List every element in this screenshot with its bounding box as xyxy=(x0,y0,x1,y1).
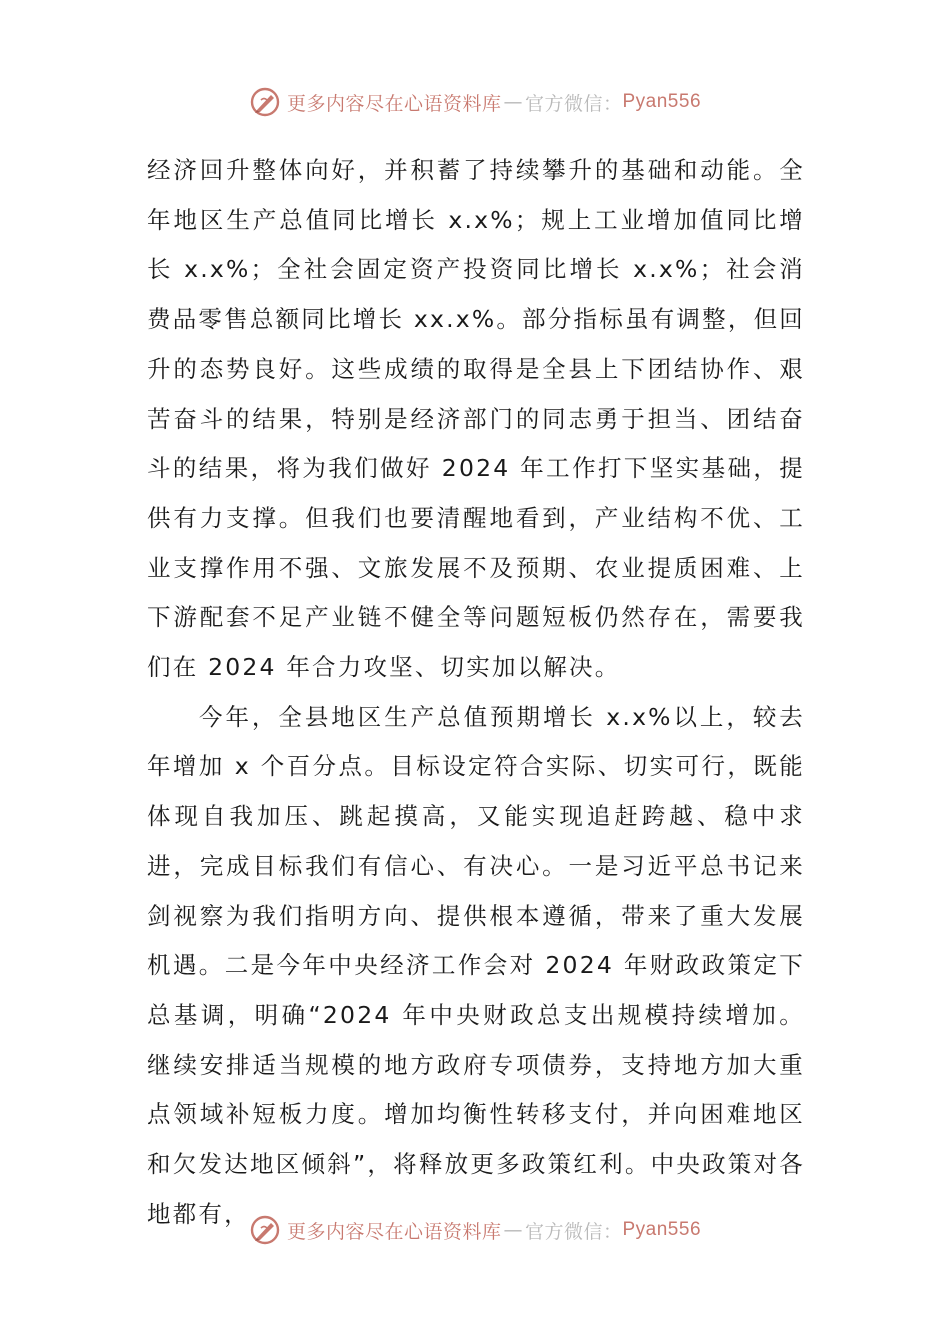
watermark-id-text: Pyan556 xyxy=(622,91,702,112)
document-body xyxy=(147,146,805,1239)
watermark-dash: — xyxy=(503,91,523,113)
watermark-dash: — xyxy=(503,1219,523,1241)
watermark-banner-top xyxy=(0,80,950,124)
watermark-sub-text: 官方微信： xyxy=(524,92,623,115)
watermark-main-text: 更多内容尽在心语资料库 xyxy=(286,1220,502,1243)
watermark-id-text: Pyan556 xyxy=(622,1219,702,1240)
watermark-main-text: 更多内容尽在心语资料库 xyxy=(286,92,502,115)
pen-logo-icon xyxy=(249,1214,281,1246)
pen-logo-icon xyxy=(249,86,281,118)
watermark-banner-bottom xyxy=(0,1208,950,1252)
paragraph-2: 今年，全县地区生产总值预期增长 x.x%以上，较去年增加 x 个百分点。目标设定符合实际、切实可行，既能体现自我加压、跳起摸高，又能实现追赶跨越、稳中求进，完成目标我们有信心、有决心。一是习近平总书记来剑视察为我们指明方向、提供根本遵循，带来了重大发展机遇。二是今年中央经济工作会对 2024 年财政政策定下总基调，明确“2024 年中央财政总支出规模持续增加。继续安排适当规模的地方政府专项债券，支持地方加大重点领域补短板力度。增加均衡性转移支付，并向困难地区和欠发达地区倾斜”，将释放更多政策红利。中央政策对各地都有， xyxy=(147,702,805,1228)
paragraph-1: 经济回升整体向好，并积蓄了持续攀升的基础和动能。全年地区生产总值同比增长 x.x%；规上工业增加值同比增长 x.x%；全社会固定资产投资同比增长 x.x%；社会消费品零售总额同比增长 xx.x%。部分指标虽有调整，但回升的态势良好。这些成绩的取得是全县上下团结协作、艰苦奋斗的结果，特别是经济部门的同志勇于担当、团结奋斗的结果，将为我们做好 2024 年工作打下坚实基础，提供有力支撑。但我们也要清醒地看到，产业结构不优、工业支撑作用不强、文旅发展不及预期、农业提质困难、上下游配套不足产业链不健全等问题短板仍然存在，需要我们在 2024 年合力攻坚、切实加以解决。 xyxy=(147,156,805,682)
watermark-sub-text: 官方微信： xyxy=(524,1220,623,1243)
